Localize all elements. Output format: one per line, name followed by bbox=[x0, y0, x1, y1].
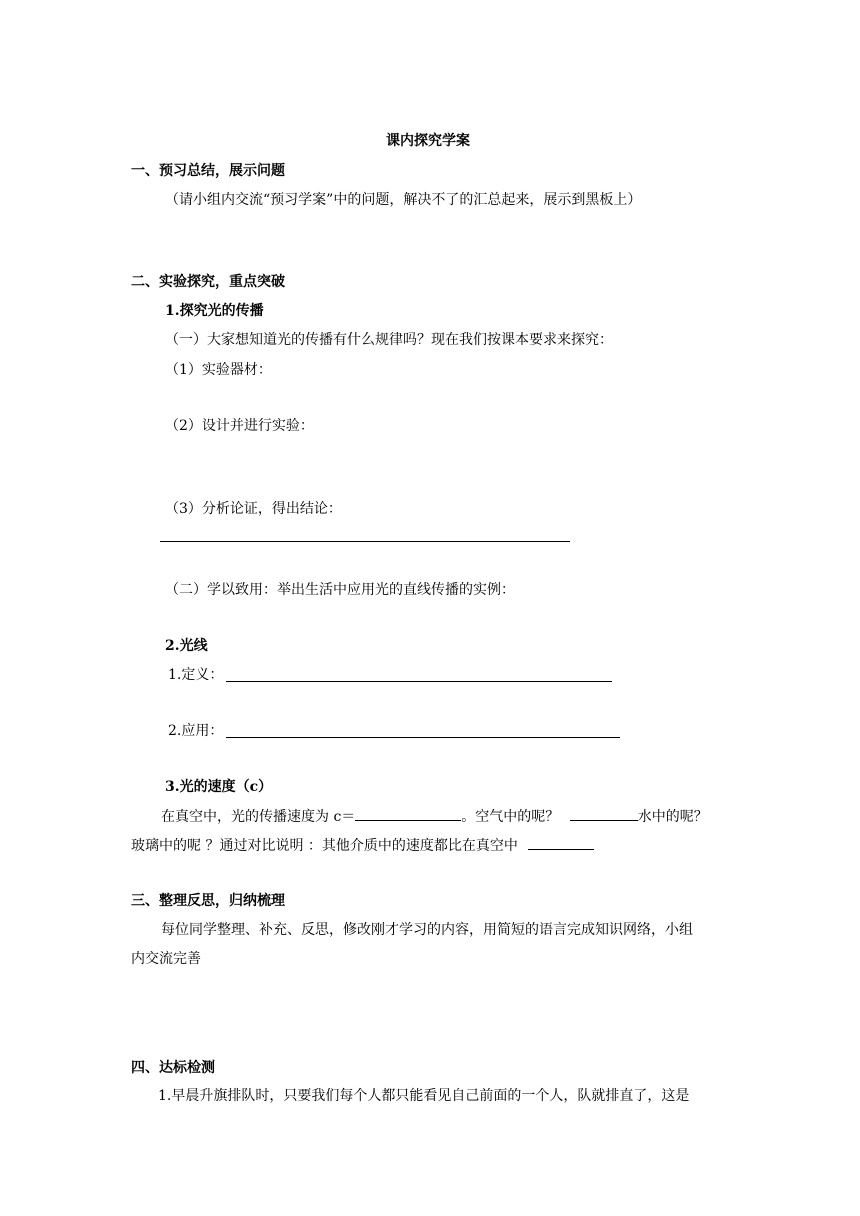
section3-text-line2: 内交流完善 bbox=[131, 951, 201, 967]
definition-label: 1.定义： bbox=[168, 667, 224, 683]
part1-item3: （3）分析论证，得出结论： bbox=[165, 501, 342, 517]
page-title: 课内探究学案 bbox=[386, 133, 470, 149]
section3-text-line1: 每位同学整理、补充、反思，修改刚才学习的内容，用简短的语言完成知识网络，小组 bbox=[161, 922, 693, 938]
section1-note: （请小组内交流“预习学案”中的问题，解决不了的汇总起来，展示到黑板上） bbox=[165, 192, 642, 208]
speed-line-1 bbox=[161, 806, 708, 827]
speed-vacuum-text: 在真空中，光的传播速度为 c＝ bbox=[161, 809, 356, 825]
speed-compare-blank bbox=[528, 835, 594, 850]
section2-heading: 二、实验探究，重点突破 bbox=[131, 274, 285, 290]
definition-answer-line bbox=[226, 681, 612, 682]
speed-vacuum-blank bbox=[355, 806, 461, 821]
conclusion-answer-line bbox=[160, 541, 570, 542]
speed-glass-text: 玻璃中的呢 ？通过对比说明 ：其他介质中的速度都比在真空中 bbox=[131, 838, 518, 854]
part1-item1: （1）实验器材： bbox=[165, 362, 272, 378]
application-label: 2.应用： bbox=[168, 723, 224, 739]
section4-heading: 四、达标检测 bbox=[131, 1060, 215, 1076]
speed-line-2 bbox=[131, 835, 594, 856]
speed-air-blank bbox=[570, 806, 638, 821]
section1-heading: 一、预习总结，展示问题 bbox=[131, 163, 285, 179]
speed-water-text: 水中的呢？ bbox=[637, 809, 708, 825]
section3-heading: 三、整理反思，归纳梳理 bbox=[131, 893, 285, 909]
speed-air-text: 。空气中的呢？ bbox=[461, 809, 560, 825]
part2-heading: 2.光线 bbox=[165, 638, 208, 654]
part1-heading: 1.探究光的传播 bbox=[165, 303, 264, 319]
part3-heading: 3.光的速度（c） bbox=[165, 779, 273, 795]
part1-question1: （一）大家想知道光的传播有什么规律吗？现在我们按课本要求来探究： bbox=[165, 332, 613, 348]
section4-question1: 1.早晨升旗排队时，只要我们每个人都只能看见自己前面的一个人，队就排直了，这是 bbox=[158, 1088, 690, 1104]
part1-question2: （二）学以致用：举出生活中应用光的直线传播的实例： bbox=[165, 582, 515, 598]
part1-item2: （2）设计并进行实验： bbox=[165, 418, 314, 434]
application-answer-line bbox=[226, 737, 620, 738]
